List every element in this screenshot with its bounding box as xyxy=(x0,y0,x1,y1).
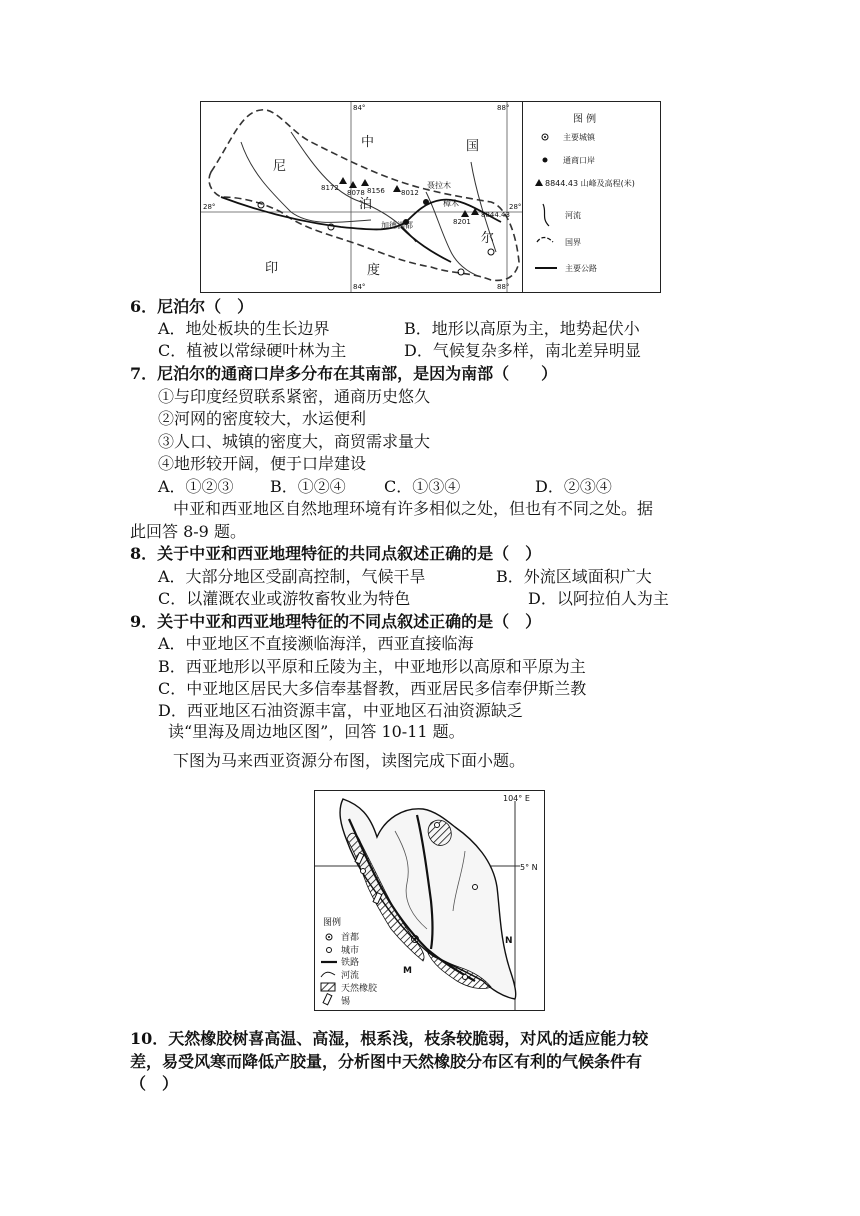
read-caspian-line: 读“里海及周边地区图”，回答 10-11 题。 xyxy=(168,722,465,741)
legend-railway: 铁路 xyxy=(341,958,360,968)
label-lat28-right: 28° xyxy=(509,203,522,211)
malaysia-map xyxy=(315,791,544,1010)
q8-option-a: A．大部分地区受副高控制，气候干旱 xyxy=(158,567,426,586)
q8-option-d: D．以阿拉伯人为主 xyxy=(528,589,669,608)
label-china-2: 国 xyxy=(466,139,480,154)
label-lon84-bottom: 84° xyxy=(353,283,366,291)
label-peak: 8012 xyxy=(401,189,419,197)
city-marker xyxy=(473,885,478,890)
legend-rubber: 天然橡胶 xyxy=(341,984,378,994)
q9-stem: 9．关于中亚和西亚地理特征的不同点叙述正确的是（ ） xyxy=(130,612,542,631)
legend-title: 图例 xyxy=(323,918,342,928)
label-zhangmu: 樟木 xyxy=(443,199,459,208)
label-n: N xyxy=(505,936,513,946)
q9-option-a: A．中亚地区不直接濒临海洋，西亚直接临海 xyxy=(158,634,474,653)
river-icon xyxy=(321,972,335,977)
q7-option-c: C．①③④ xyxy=(384,477,461,496)
intro-malaysia-line: 下图为马来西亚资源分布图，读图完成下面小题。 xyxy=(173,751,526,770)
q7-option-d: D．②③④ xyxy=(535,477,612,496)
city-icon xyxy=(327,948,332,953)
label-lon84-top: 84° xyxy=(353,104,366,112)
nepal-map-figure xyxy=(200,101,524,293)
town-icon-dot xyxy=(544,136,546,138)
port-icon xyxy=(543,158,548,163)
main-road xyxy=(401,227,451,262)
rubber-icon xyxy=(321,983,335,991)
legend-item-peak: 8844.43 山峰及高程(米) xyxy=(545,179,635,188)
q6-option-a: A．地处板块的生长边界 xyxy=(158,319,330,338)
q10-line-3: （ ） xyxy=(130,1074,179,1093)
q8-stem: 8．关于中亚和西亚地理特征的共同点叙述正确的是（ ） xyxy=(130,544,542,563)
label-kathmandu: 加德满都 xyxy=(381,221,413,230)
legend-item-town: 主要城镇 xyxy=(563,133,595,142)
q8-option-b: B．外流区域面积广大 xyxy=(496,567,652,586)
label-nyalam: 聂拉木 xyxy=(427,181,451,190)
border-icon xyxy=(537,238,553,243)
legend-tin: 锡 xyxy=(341,997,351,1007)
city-marker xyxy=(463,975,468,980)
q7-item-3: ③人口、城镇的密度大，商贸需求量大 xyxy=(158,432,431,451)
label-nepal-3: 尔 xyxy=(481,231,495,246)
q10-line-1: 10．天然橡胶树喜高温、高湿，根系浅，枝条较脆弱，对风的适应能力较 xyxy=(130,1029,649,1048)
q7-option-b: B．①②④ xyxy=(270,477,346,496)
legend-title: 图 例 xyxy=(573,114,597,125)
city-marker xyxy=(435,823,440,828)
town-marker xyxy=(488,249,494,255)
nepal-map xyxy=(201,102,523,292)
legend-item-river: 河流 xyxy=(565,211,581,220)
q7-stem: 7．尼泊尔的通商口岸多分布在其南部，是因为南部（ ） xyxy=(130,364,558,383)
q6-option-b: B．地形以高原为主，地势起伏小 xyxy=(404,319,640,338)
legend-item-border: 国界 xyxy=(565,238,581,247)
label-nepal-2: 泊 xyxy=(359,197,373,212)
label-104e: 104° E xyxy=(503,794,530,803)
peak-icon xyxy=(339,177,347,184)
legend-river: 河流 xyxy=(341,971,360,981)
label-china-1: 中 xyxy=(361,135,375,150)
tin-icon xyxy=(323,994,332,1005)
peak-icon xyxy=(393,185,401,192)
q7-option-a: A．①②③ xyxy=(158,477,234,496)
peak-icon xyxy=(461,210,469,217)
label-peak: 8078 xyxy=(347,189,365,197)
label-peak: 8172 xyxy=(321,184,339,192)
river-icon xyxy=(543,204,549,226)
label-lat28-left: 28° xyxy=(203,203,216,211)
q9-option-c: C．中亚地区居民大多信奉基督教，西亚居民多信奉伊斯兰教 xyxy=(158,679,587,698)
legend-box xyxy=(523,102,660,292)
q6-option-d: D．气候复杂多样，南北差异明显 xyxy=(404,341,641,360)
legend-item-port: 通商口岸 xyxy=(563,156,595,165)
peak-icon xyxy=(535,179,543,186)
city-marker xyxy=(361,869,366,874)
legend-item-road: 主要公路 xyxy=(565,264,597,273)
q9-option-d: D．西亚地区石油资源丰富，中亚地区石油资源缺乏 xyxy=(158,701,523,720)
intro-8-9-line-2: 此回答 8-9 题。 xyxy=(130,522,246,541)
label-peak: 8844.43 xyxy=(481,211,510,219)
legend-city: 城市 xyxy=(341,946,360,956)
legend-capital: 首都 xyxy=(341,933,360,943)
label-india-1: 印 xyxy=(265,261,279,276)
q6-stem: 6．尼泊尔（ ） xyxy=(130,297,254,316)
label-m: M xyxy=(403,966,412,976)
label-peak: 8156 xyxy=(367,187,385,195)
nepal-map-legend xyxy=(522,101,661,293)
capital-marker-dot xyxy=(414,938,416,940)
q7-item-1: ①与印度经贸联系紧密，通商历史悠久 xyxy=(158,387,431,406)
q6-option-c: C．植被以常绿硬叶林为主 xyxy=(158,341,347,360)
q10-line-2: 差，易受风寒而降低产胶量，分析图中天然橡胶分布区有利的气候条件有 xyxy=(130,1052,643,1071)
malaysia-map-figure xyxy=(314,790,545,1011)
intro-8-9-line-1: 中亚和西亚地区自然地理环境有许多相似之处，但也有不同之处。据 xyxy=(173,499,654,518)
town-marker xyxy=(458,269,464,275)
port-marker xyxy=(423,199,429,205)
q8-option-c: C．以灌溉农业或游牧畜牧业为特色 xyxy=(158,589,411,608)
q7-item-2: ②河网的密度较大，水运便利 xyxy=(158,409,367,428)
capital-icon-dot xyxy=(328,936,330,938)
q7-item-4: ④地形较开阔，便于口岸建设 xyxy=(158,454,367,473)
label-5n: 5° N xyxy=(520,863,538,872)
label-nepal-1: 尼 xyxy=(273,159,287,174)
label-peak: 8201 xyxy=(453,218,471,226)
label-lon88-bottom: 88° xyxy=(497,283,510,291)
peak-icon xyxy=(349,181,357,188)
label-lon88-top: 88° xyxy=(497,104,510,112)
label-india-2: 度 xyxy=(367,263,381,278)
q9-option-b: B．西亚地形以平原和丘陵为主，中亚地形以高原和平原为主 xyxy=(158,657,586,676)
peak-icon xyxy=(361,179,369,186)
